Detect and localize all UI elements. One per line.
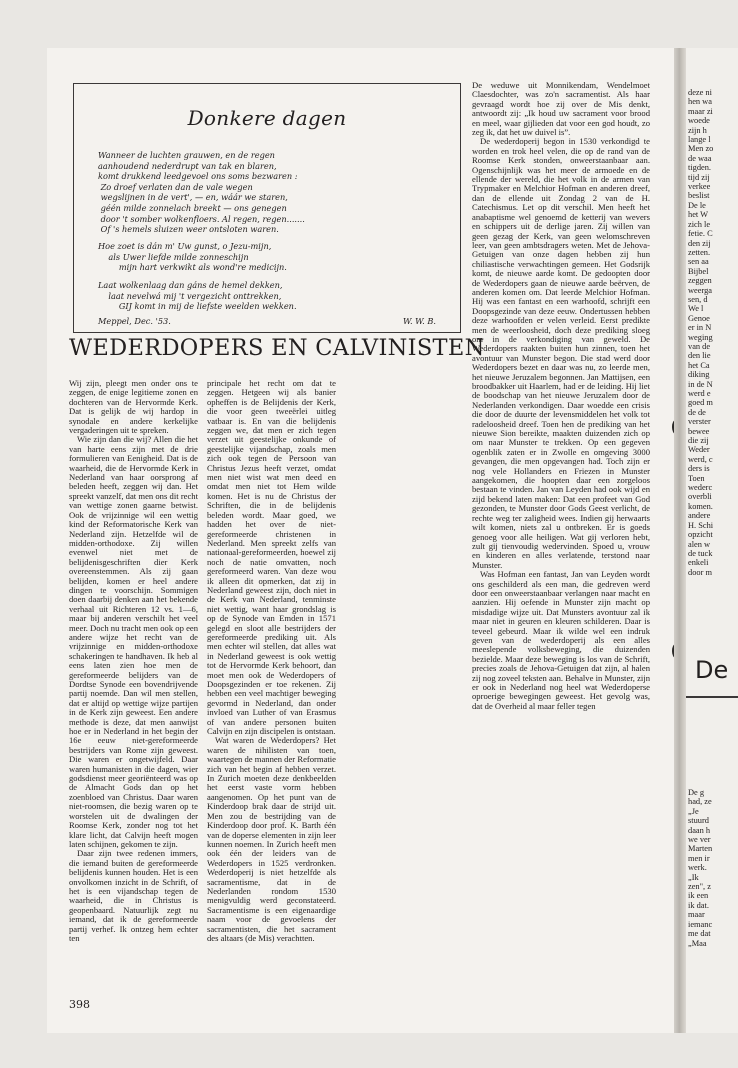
paragraph: Wie zijn dan die wij? Allen die het van harte eens zijn met de drie formulieren van Eenigheid. Dat is de waarheid, die de Hervormde Kerk in Nederland van haar oorsprong af beleden heeft, zeggen wij dan. Het spreekt vanzelf, dat men ons dit recht van wettige zonen gaarne betwist. Ook de vrijzinnige wil een wettig kind der Reformatorische Kerk van Nederland zijn. Hetzelfde wil de midden-orthodoxe. Zij willen evenwel niet met de belijdenisgeschriften dier Kerk overeenstemmen. Als zij gaan belijden, komen er heel andere dingen te voorschijn. Sommigen doen daarbij denken aan het bekende verhaal uit Richteren 12 vs. 1—6, maar bij anderen verschilt het veel meer. Doch nu tracht men ook op een andere wijze het recht van de vrijzinnige en midden-orthodoxe schakeringen te handhaven. Ik heb al eens laten zien hoe men de gereformeerde belijders van de Dordtse Synode een bovendrijvende partij noemde. Dan wil men stellen, dat er altijd op wettige wijze partijen in de Kerk zijn geweest. Een andere methode is deze, dat men aanwijst hoe er in Nederland in het begin der 16e eeuw niet-gereformeerde bestrijders van Rome zijn geweest. Die waren er ongetwijfeld. Daar waren humanisten in die dagen, wier godsdienst meer georiënteerd was op de Almacht Gods dan op het zoenbloed van Christus. Daar waren niet-roomsen, die bezig waren op te worstelen uit de dwalingen der Roomse Kerk, zonder nog tot het klare licht, dat Calvijn heeft mogen laten schijnen, gekomen te zijn.	[69, 434, 198, 849]
adjacent-page-line: zijn h	[688, 125, 707, 135]
adjacent-page-line: weerga	[688, 285, 713, 295]
adjacent-page-line: alen w	[688, 539, 711, 549]
adjacent-page-line: wederc	[688, 483, 713, 493]
adjacent-page-line: sen aa	[688, 257, 709, 267]
adjacent-page-line: „Maa	[688, 938, 707, 948]
poem-stanza-3: Laat wolkenlaag dan gáns de hemel dekken, laat nevelwá mij 't vergezicht onttrekken, GIJ komt in mij de liefste weelden wekken.	[98, 280, 297, 312]
adjacent-page-text-bottom	[688, 788, 712, 948]
poem-title: Donkere dagen	[187, 106, 347, 130]
paragraph: De weduwe uit Monnikendam, Wendelmoet Claesdochter, was zo'n sacramentist. Als haar gevraagd wordt hoe zij over de Mis denkt, antwoordt zij: „Ik houd uw sacrament voor brood en meel, waar gijlieden dat voor een god houdt, zo zeg ik, dat het uw duivel is”.	[472, 81, 650, 138]
paragraph: Daar zijn twee redenen immers, die iemand buiten de gereformeerde belijdenis kunnen houden. Het is een onvolkomen inzicht in de Schrift, of het is een vijandschap tegen de waarheid, die in Christus is geopenbaard. Natuurlijk zegt nu iemand, dat ik de gereformeerde partij verhef. Ik ontzeg hem echter ten	[69, 848, 198, 943]
poem-place-date: Meppel, Dec. '53.	[98, 316, 171, 326]
poem-stanza-2: Hoe zoet is dán m' Uw gunst, o Jezu-mijn, als Uwer liefde milde zonneschijn mijn hart verkwikt als wond're medicijn.	[98, 241, 287, 273]
page-number: 398	[69, 998, 90, 1011]
adjacent-page-rule	[686, 696, 738, 698]
adjacent-page-line: iemanc	[688, 919, 713, 929]
adjacent-page-line: tijd zij	[688, 172, 710, 182]
adjacent-page-line: maar zi	[688, 106, 713, 116]
adjacent-page-line: stuurd	[688, 816, 709, 826]
page-gutter	[674, 48, 686, 1033]
adjacent-page-line: fetie. C	[688, 229, 713, 239]
adjacent-page-line: de waa	[688, 153, 712, 163]
magazine-page	[47, 48, 674, 1033]
adjacent-page-line: sen, d	[688, 294, 708, 304]
adjacent-page-line: men ir	[688, 853, 710, 863]
paragraph: Wij zijn, pleegt men onder ons te zeggen, de enige legitieme zonen en dochteren van de Hervormde Kerk. Dat is gelijk de wij hardop in synodale en andere kerkelijke vergaderingen uit te spreken.	[69, 379, 198, 436]
adjacent-page-line: werd e	[688, 389, 711, 398]
adjacent-page-line: enkeli	[688, 558, 709, 568]
adjacent-page-line: zeggen	[688, 276, 712, 286]
adjacent-page-line: De g	[688, 788, 705, 797]
adjacent-page-line: Men zo	[688, 144, 714, 154]
adjacent-page-heading: De	[695, 656, 729, 684]
adjacent-page-line: ders is	[688, 464, 710, 474]
adjacent-page-line: weging	[688, 332, 713, 342]
adjacent-page-line: ik dat.	[688, 900, 709, 910]
adjacent-page-line: woede	[688, 116, 710, 126]
adjacent-page-line: lange l	[688, 135, 711, 145]
adjacent-page-line: „Je	[688, 806, 699, 816]
adjacent-page-line: De le	[688, 200, 706, 210]
adjacent-page-line: Genoe	[688, 313, 710, 323]
adjacent-page-line: den lie	[688, 351, 711, 361]
adjacent-page-line: goed m	[688, 398, 713, 408]
paragraph: De wederdoperij begon in 1530 verkondigd te worden en trok heel velen, die op de rand van de Roomse Kerk stonden, onweerstaanbaar aan. Ogenschijnlijk was het meer de armoede en de ellende der wereld, die het volk in de armen van Trypmaker en Melchior Hofman en anderen dreef, dan de ellende uit Zondag 2 van de H. Catechismus. Let op dit verschil. Men heeft het anabaptisme wel genoemd de ketterij van wevers en schippers uit de derlige jaren. Zij willen van geen gezag der Kerk, van geen welomschreven leer, van geen ambtsdragers weten. Met de Jehova-Getuigen van onze dagen hebben zij hun chiliastische verwachtingen gemeen. Het Godsrijk komt, de nieuwe aarde komt. De gedoopten door de Wederdopers gaan de nieuwe aarde beërven, de anderen komen om. Dat leerde Melchior Hofman. Hij was een fantast en een warhoofd, schrijft een Doopsgezinde van deze eeuw. Ondertussen hebben deze warhoofden er velen verleid. Eerst predikte men de weerloosheid, doch deze prediking sloeg om in de verkondiging van geweld. De Wederdopers raakten buiten hun zinnen, toen het avontuur van Munster begon. Die stad werd door Wederdopers bezet en daar was nu, zo leerde men, het nieuwe Jeruzalem begonnen. Jan Mattijsen, een broodbakker uit Haarlem, had er de leiding. Hij liet de boodschap van het nieuwe Jeruzalem door de Nederlanden verkondigen. Daar woedde een crisis die door de duurte der levensmiddelen het volk tot radeloosheid dreef. Toen hen de prediking van het nieuwe Sion bereikte, maakten duizenden zich op om naar Munster te trekken. Op een gegeven ogenblik zaten er in Zwolle en omgeving 3000 gevangen, die men opgevangen had. Toch zijn er nog vele Hollanders en Friezen in Munster aangekomen, die hoopten daar een zorgeloos bestaan te vinden. Jan van Leyden had ook wijd en zijd bekend laten maken: Dat een profeet van God gezonden, te Munster door Gods Geest verlicht, de rechte weg ter zaligheid wees. Indien gij herwaarts wilt komen, niets zal u ontbreken. Er is goeds genoeg voor alle heiligen. Wat gij verloren hebt, zult gij tienvoudig wedervinden. Spoed u, vrouw en kinderen en alles verlatende, terstond naar Munster.	[472, 136, 650, 570]
adjacent-page-line: beslist	[688, 191, 710, 201]
adjacent-page-line: me dat	[688, 929, 711, 939]
adjacent-page-line: bewee	[688, 426, 710, 436]
adjacent-page-line: den zij	[688, 238, 711, 248]
adjacent-page-line: had, ze	[688, 797, 712, 807]
article-column-3	[472, 81, 650, 984]
adjacent-page-line: andere	[688, 511, 711, 521]
adjacent-page-line: Weder	[688, 445, 710, 455]
adjacent-page-line: Bijbel	[688, 266, 709, 276]
paragraph: Wat waren de Wederdopers? Het waren de nihilisten van toen, waartegen de mannen der Reformatie zich van het begin af hebben verzet. In Zurich moeten deze denkbeelden het eerst vaste vorm hebben aangenomen. Op het punt van de Kinderdoop brak daar de strijd uit. Men zou de bestrijding van de Kinderdoop door prof. K. Barth één van de doperse elementen in zijn leer kunnen noemen. In Zurich heeft men ook één der leiders van de Wederdopers in 1525 verdronken. Wederdoperij is niet hetzelfde als sacramentisme, dat in de Nederlanden rondom 1530 menigvuldig werd geconstateerd. Sacramentisme is een eigenaardige naam voor de gevoelens der sacramentisten, die het sacrament des altaars (de Mis) verachtten.	[207, 735, 336, 943]
adjacent-page-line: H. Schi	[688, 520, 714, 530]
adjacent-page-line: komen.	[688, 501, 713, 511]
adjacent-page-line: het Ca	[688, 360, 710, 370]
paragraph: principale het recht om dat te zeggen. Hetgeen wij als banier opheffen is de Belijdenis der Kerk, die voor geen tweeërlei uitleg vatbaar is. En van die belijdenis zeggen we, dat men er zich tegen verzet uit geestelijke onkunde of geestelijke vijandschap, zoals men zich ook tegen de Persoon van Christus Jezus heeft verzet, omdat men niet wist wat men deed en omdat men niet tot Hem wilde komen. Het is nu de Christus der Schriften, die in de belijdenis beleden wordt. Maar goed, we hadden het over de niet-gereformeerde christenen in Nederland. Men spreekt zelfs van nationaal-gereformeerden, hoewel zij noch de natie omvatten, noch gereformeerd waren. Van deze wou ik alleen dit opmerken, dat zij in Nederland geweest zijn, doch niet in de Kerk van Nederland, tenminste niet wettig, want haar grondslag is op de Synode van Emden in 1571 gelegd en sloot alle bestrijders der gereformeerde prediking uit. Als men echter wil stellen, dat alles wat in Nederland geweest is ook wettig tot de Hervormde Kerk behoort, dan moet men ook de Wederdopers of Doopsgezinden er toe rekenen. Zij hebben een veel machtiger beweging gevormd in Nederland, dan onder invloed van Luther of van Erasmus of van andere personen buiten Calvijn en zijn discipelen is ontstaan.	[207, 379, 336, 737]
adjacent-page-line: de tuck	[688, 548, 713, 558]
adjacent-page-line: er in N	[688, 323, 712, 333]
adjacent-page-line: de de	[688, 407, 706, 417]
adjacent-page-line: verster	[688, 417, 711, 427]
adjacent-page-line: overbli	[688, 492, 712, 502]
adjacent-page-line: we ver	[688, 835, 711, 845]
adjacent-page-line: We l	[688, 304, 704, 314]
adjacent-page-line: in de N	[688, 379, 713, 389]
adjacent-page-line: diking	[688, 370, 710, 380]
article-column-1	[69, 379, 198, 984]
adjacent-page-line: die zij	[688, 436, 709, 446]
paragraph: Was Hofman een fantast, Jan van Leyden wordt ons geschilderd als een man, die gedreven werd door een onweerstaanbaar verlangen naar macht en aanzien. Hij oefende in Munster zijn macht op misdadige wijze uit. Dat Munsters avontuur zal ik maar niet in geuren en kleuren schilderen. Daar is teveel gebeurd. Maar ik wilde wel een indruk geven van de wederdoperij als een alles meeslepende volksbeweging, die duizenden bezielde. Maar deze beweging is los van de Schrift, precies zoals de Jehova-Getuigen dat zijn, al halen zij nog zoveel teksten aan. Behalve in Munster, zijn er ook in Nederland nog heel wat Wederdoperse oproerige bewegingen geweest. Het gevolg was, dat de Overheid al maar feller tegen	[472, 569, 650, 711]
adjacent-page-line: maar	[688, 910, 705, 920]
article-headline: WEDERDOPERS EN CALVINISTEN	[69, 335, 485, 361]
adjacent-page-line: zetten.	[688, 247, 711, 257]
adjacent-page-line: zen", z	[688, 882, 711, 892]
adjacent-page-line: „Ik	[688, 872, 699, 882]
adjacent-page-line: het W	[688, 210, 709, 220]
adjacent-page-line: tigden.	[688, 163, 712, 173]
adjacent-page	[686, 48, 738, 1033]
poem-stanza-1: Wanneer de luchten grauwen, en de regen aanhoudend nederdrupt van tak en blaren, komt drukkend leedgevoel ons soms bezwaren : Zo droef verlaten dan de vale wegen wegslijnen in de vert', — en, wáár we staren, géén milde zonnelach breekt — ons genegen door 't somber wolkenfloers. Al regen, regen....... Of 's hemels sluizen weer ontsloten waren.	[98, 150, 305, 235]
adjacent-page-line: zich le	[688, 219, 711, 229]
adjacent-page-line: van de	[688, 341, 711, 351]
adjacent-page-line: Toen	[688, 473, 705, 483]
adjacent-page-line: ik een	[688, 891, 709, 901]
adjacent-page-line: door m	[688, 567, 712, 577]
adjacent-page-line: opzicht	[688, 530, 713, 540]
adjacent-page-line: Marten	[688, 844, 713, 854]
adjacent-page-line: hen wa	[688, 97, 712, 107]
adjacent-page-line: werk.	[688, 863, 707, 873]
poem-box	[73, 83, 461, 333]
adjacent-page-line: daan h	[688, 825, 711, 835]
adjacent-page-text-top	[688, 88, 713, 577]
adjacent-page-line: werd, c	[688, 454, 713, 464]
adjacent-page-line: deze ni	[688, 88, 712, 97]
adjacent-page-line: verkee	[688, 182, 711, 192]
article-column-2	[207, 379, 336, 984]
poem-initials: W. W. B.	[403, 316, 436, 326]
